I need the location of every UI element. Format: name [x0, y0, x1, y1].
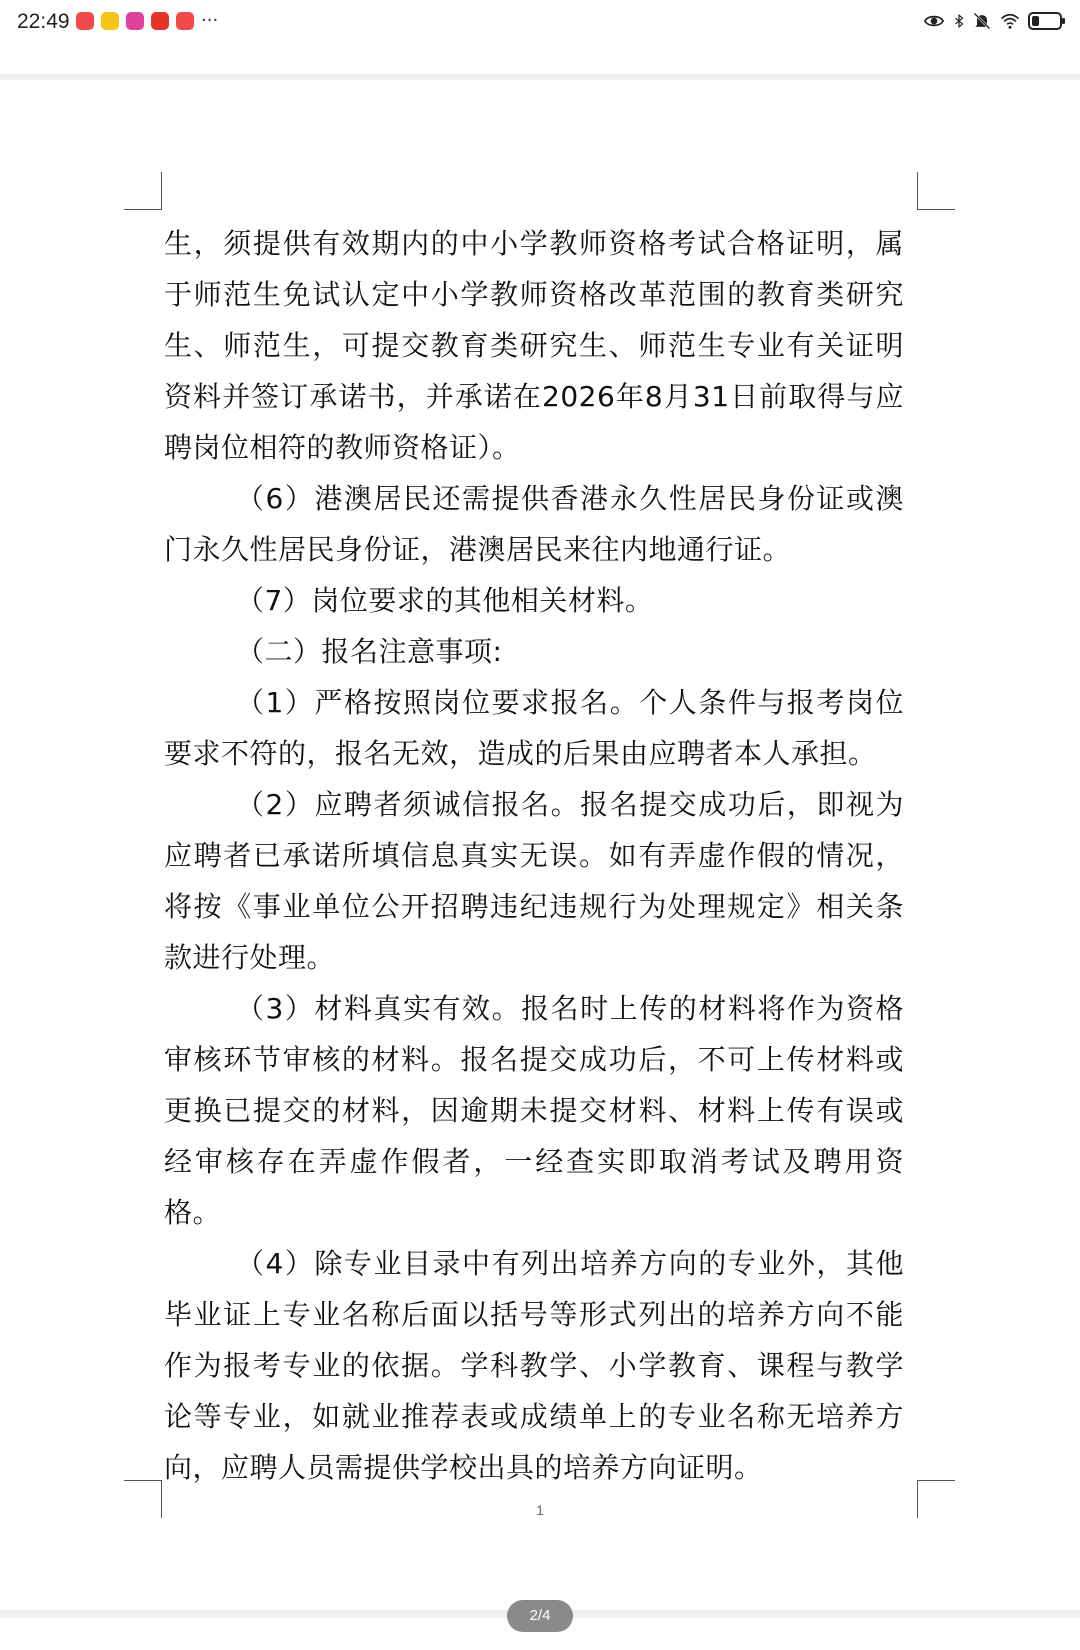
eye-icon — [922, 11, 946, 31]
document-paragraph: （2）应聘者须诚信报名。报名提交成功后，即视为应聘者已承诺所填信息真实无误。如有弄虚作假的情况，将按《事业单位公开招聘违纪违规行为处理规定》相关条款进行处理。 — [164, 788, 904, 974]
crop-mark-top-right — [917, 172, 955, 210]
page-indicator[interactable]: 2/4 — [507, 1600, 573, 1632]
battery-icon — [1028, 12, 1062, 30]
system-status-icons — [922, 11, 1062, 31]
crop-mark-top-left — [124, 172, 162, 210]
document-paragraph: （7）岗位要求的其他相关材料。 — [236, 584, 654, 617]
app-notification-icon — [101, 12, 119, 30]
app-notification-icon — [176, 12, 194, 30]
wifi-icon — [998, 11, 1022, 31]
status-time: 22:49 — [17, 10, 70, 33]
document-paragraph: （6）港澳居民还需提供香港永久性居民身份证或澳门永久性居民身份证，港澳居民来往内地通行证。 — [164, 482, 904, 566]
more-notifications-icon: ··· — [201, 10, 219, 31]
document-paragraph: （3）材料真实有效。报名时上传的材料将作为资格审核环节审核的材料。报名提交成功后，不可上传材料或更换已提交的材料，因逾期未提交材料、材料上传有误或经审核存在弄虚作假者，一经查实即取消考试及聘用资格。 — [164, 992, 904, 1229]
notification-icons — [76, 12, 218, 30]
document-paragraph: （二）报名注意事项: — [236, 635, 503, 668]
document-page[interactable] — [0, 80, 1080, 1610]
battery-level — [1032, 16, 1039, 26]
app-notification-icon — [76, 12, 94, 30]
app-notification-icon — [126, 12, 144, 30]
document-paragraph: （4）除专业目录中有列出培养方向的专业外，其他毕业证上专业名称后面以括号等形式列出的培养方向不能作为报考专业的依据。学科教学、小学教育、课程与教学论等专业，如就业推荐表或成绩单上的专业名称无培养方向，应聘人员需提供学校出具的培养方向证明。 — [164, 1247, 904, 1484]
mute-bell-icon — [972, 11, 992, 31]
document-paragraph: （1）严格按照岗位要求报名。个人条件与报考岗位要求不符的，报名无效，造成的后果由应聘者本人承担。 — [164, 686, 904, 770]
document-paragraph: 生，须提供有效期内的中小学教师资格考试合格证明，属于师范生免试认定中小学教师资格改革范围的教育类研究生、师范生，可提交教育类研究生、师范生专业有关证明资料并签订承诺书，并承诺在2026年8月31日前取得与应聘岗位相符的教师资格证）。 — [164, 227, 904, 464]
bluetooth-icon — [952, 11, 966, 31]
page-number: 1 — [536, 1502, 544, 1518]
weibo-notification-icon — [151, 12, 169, 30]
status-bar — [0, 0, 1080, 46]
document-body — [164, 218, 904, 1493]
